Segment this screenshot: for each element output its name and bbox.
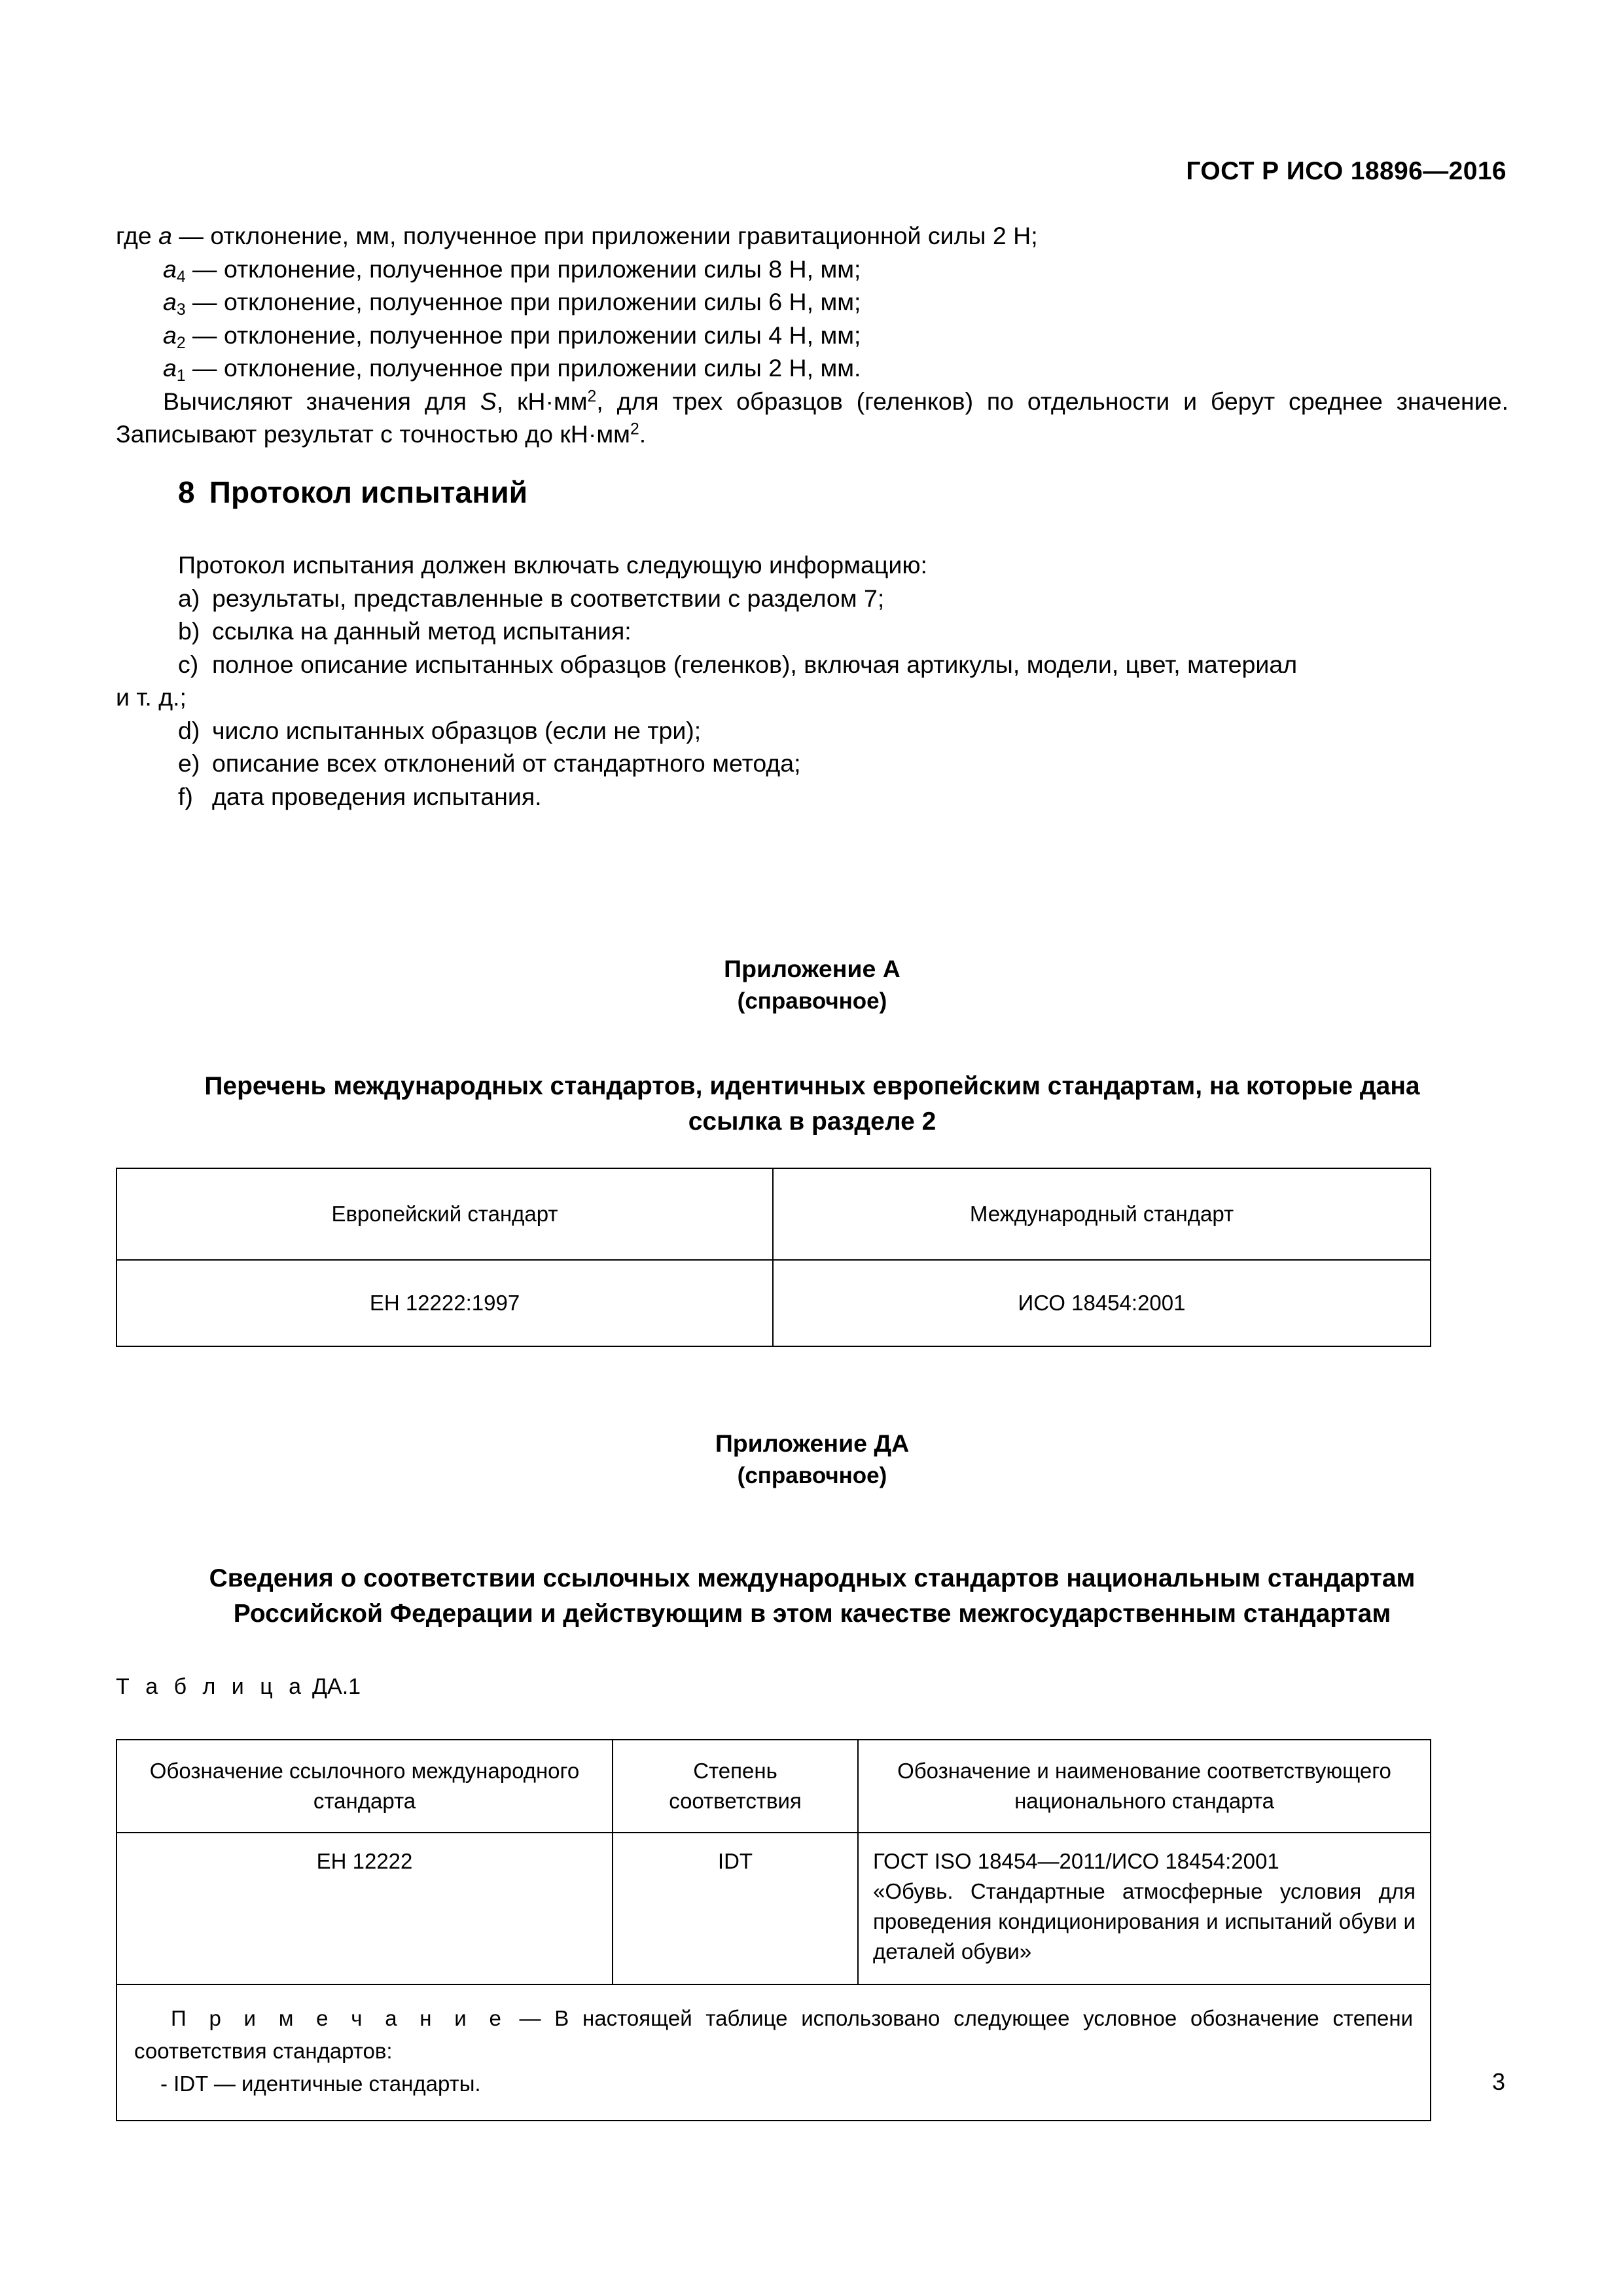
list-item (116, 582, 1508, 615)
calc-part-4: . (639, 420, 647, 448)
legend-where-text: — отклонение, мм, полученное при приложении гравитационной силы 2 Н; (172, 222, 1038, 249)
table-cell-conformity-degree: IDT (613, 1833, 858, 1984)
document-header-standard-id: ГОСТ Р ИСО 18896—2016 (1186, 157, 1507, 185)
list-item-marker: c) (178, 650, 199, 678)
annex-a-name: Приложение А (724, 955, 901, 982)
legend-text: — отклонение, полученное при приложении силы 2 Н, мм. (185, 354, 861, 382)
table-cell: ИСО 18454:2001 (773, 1260, 1431, 1346)
legend-symbol: a (163, 354, 177, 382)
table-caption-number: ДА.1 (312, 1674, 361, 1699)
annex-a-table (116, 1168, 1431, 1347)
table-row (116, 1168, 1431, 1260)
table-cell: ЕН 12222:1997 (116, 1260, 773, 1346)
list-item-label: полное описание испытанных образцов (геленков), включая артикулы, модели, цвет, материал (212, 650, 1298, 678)
list-item-marker: b) (178, 617, 200, 645)
legend-item-a3 (116, 285, 1508, 319)
section-8-lead-in: Протокол испытания должен включать следующую информацию: (178, 551, 927, 579)
table-row (116, 1984, 1431, 2121)
list-item (116, 780, 1508, 814)
table-cell-national-standard (858, 1833, 1431, 1984)
annex-da-table (116, 1739, 1431, 2121)
national-standard-designation: ГОСТ ISO 18454—2011/ИСО 18454:2001 (873, 1849, 1279, 1873)
calculation-paragraph (116, 385, 1508, 451)
legend-subscript: 2 (176, 334, 186, 352)
legend-subscript: 4 (176, 268, 186, 286)
section-8-list (116, 548, 1508, 813)
legend-symbol: a (163, 321, 177, 349)
legend-item-a4 (116, 253, 1508, 286)
calc-part-2: , кН·мм (496, 387, 588, 415)
table-cell-reference-standard: ЕН 12222 (116, 1833, 613, 1984)
list-item-label: дата проведения испытания. (212, 782, 542, 810)
annex-a-name-block (116, 952, 1508, 1018)
legend-subscript: 3 (176, 300, 186, 319)
table-note-label: П р и м е ч а н и е (171, 2006, 506, 2030)
table-note-cell (116, 1984, 1431, 2121)
annex-da-title-block (116, 1561, 1508, 1632)
legend-subscript: 1 (176, 367, 186, 385)
list-item-marker: a) (178, 584, 200, 612)
list-item (116, 714, 1508, 747)
legend-item-a2 (116, 319, 1508, 352)
calc-superscript-1: 2 (587, 387, 597, 406)
annex-da-kind: (справочное) (737, 1463, 887, 1488)
table-header-cell: Международный стандарт (773, 1168, 1431, 1260)
legend-where-label: где (116, 222, 152, 249)
annex-da-name-block (116, 1427, 1508, 1492)
table-note-text: — В настоящей таблице использовано следующее условное обозначение степени соответствия стандартов: (134, 2006, 1413, 2063)
list-item-label: результаты, представленные в соответствии с разделом 7; (212, 584, 885, 612)
list-item-marker: f) (178, 782, 193, 810)
legend-symbol: a (163, 288, 177, 315)
list-item-label: ссылка на данный метод испытания: (212, 617, 632, 645)
annex-da-title-line-2: Российской Федерации и действующим в этом качестве межгосударственным стандартам (233, 1600, 1391, 1628)
annex-a-title-line-2: ссылка в разделе 2 (688, 1107, 936, 1136)
table-da1-caption (116, 1674, 361, 1700)
list-item (116, 747, 1508, 780)
page-number: 3 (1491, 2068, 1505, 2095)
legend-where-symbol: a (158, 222, 173, 249)
list-item (116, 648, 1508, 681)
legend-text: — отклонение, полученное при приложении силы 6 Н, мм; (185, 288, 861, 315)
list-item-marker: d) (178, 716, 200, 744)
legend-text: — отклонение, полученное при приложении силы 8 Н, мм; (185, 255, 861, 283)
table-header-cell: Обозначение и наименование соответствующего национального стандарта (858, 1740, 1431, 1833)
annex-a-title-block (116, 1069, 1508, 1139)
table-header-cell: Обозначение ссылочного международного стандарта (116, 1740, 613, 1833)
list-item-label: число испытанных образцов (если не три); (212, 716, 702, 744)
annex-a-title-line-1: Перечень международных стандартов, идентичных европейским стандартам, на которые дана (204, 1072, 1420, 1100)
table-note-paragraph (134, 2002, 1413, 2068)
calc-part-3: , для трех образцов (геленков) по отдельности и берут среднее значение. Записывают результат с точностью до кН·мм (116, 387, 1508, 448)
table-row (116, 1260, 1431, 1346)
table-caption-word: Т а б л и ц а (116, 1674, 306, 1699)
list-item (116, 615, 1508, 648)
national-standard-title: «Обувь. Стандартные атмосферные условия для проведения кондиционирования и испытаний обуви и деталей обуви» (873, 1879, 1416, 1964)
calc-superscript-2: 2 (630, 420, 639, 439)
section-8-number: 8 (178, 475, 195, 509)
annex-a-kind: (справочное) (737, 988, 887, 1014)
annex-da-name: Приложение ДА (715, 1429, 910, 1457)
table-row (116, 1740, 1431, 1833)
section-8-heading (178, 475, 527, 510)
legend-item-a1 (116, 351, 1508, 385)
section-8-title: Протокол испытаний (209, 475, 528, 509)
legend-text: — отклонение, полученное при приложении силы 4 Н, мм; (185, 321, 861, 349)
list-item-label: описание всех отклонений от стандартного метода; (212, 749, 801, 777)
list-item-marker: e) (178, 749, 200, 777)
calc-part-1: Вычисляют значения для (163, 387, 480, 415)
formula-legend-block (116, 219, 1508, 451)
annex-da-title-line-1: Сведения о соответствии ссылочных международных стандартов национальным стандартам (209, 1564, 1416, 1592)
table-row (116, 1833, 1431, 1984)
table-header-cell: Европейский стандарт (116, 1168, 773, 1260)
table-header-cell: Степень соответствия (613, 1740, 858, 1833)
list-item-c-continuation: и т. д.; (116, 683, 187, 711)
legend-where-line (116, 219, 1508, 253)
calc-symbol-s: S (480, 387, 497, 415)
table-note-entry: - IDT — идентичные стандарты. (160, 2072, 481, 2096)
legend-symbol: a (163, 255, 177, 283)
